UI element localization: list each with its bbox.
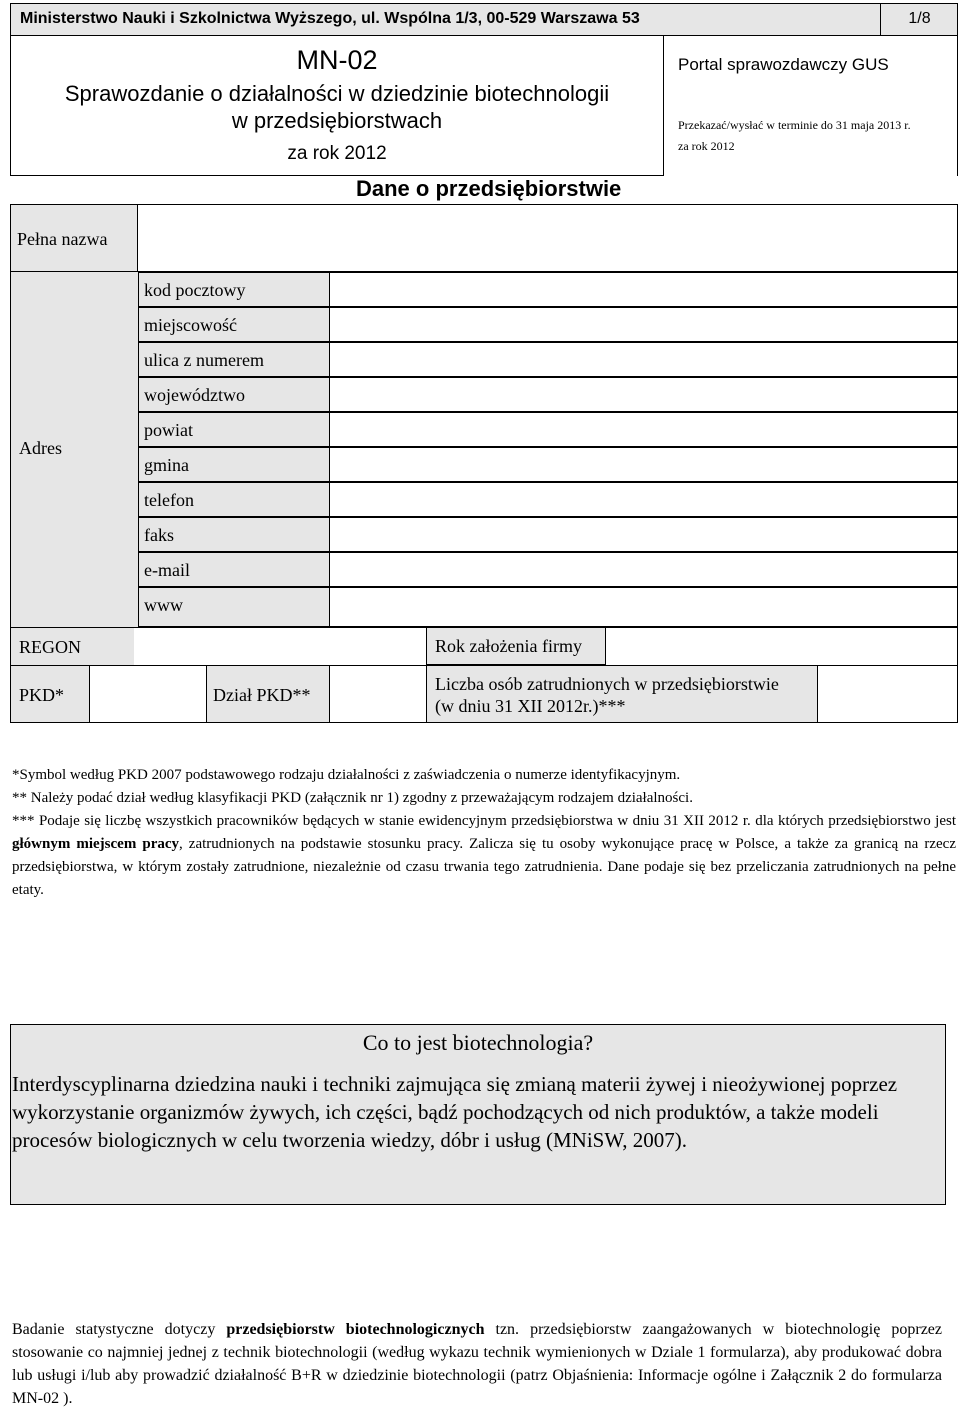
portal-name: Portal sprawozdawczy GUS bbox=[678, 55, 889, 74]
portal-deadline: Przekazać/wysłać w terminie do 31 maja 2013 r. bbox=[678, 118, 911, 132]
page-number: 1/8 bbox=[880, 3, 958, 36]
founding-year-label: Rok założenia firmy bbox=[426, 627, 606, 665]
portal-year: za rok 2012 bbox=[678, 139, 735, 153]
commune-label: gmina bbox=[138, 447, 330, 482]
footnote-division: ** Należy podać dział według klasyfikacji PKD (załącznik nr 1) zgodny z przeważającym rodzajem działalności. bbox=[12, 790, 693, 806]
form-title bbox=[10, 80, 664, 134]
fax-field[interactable] bbox=[330, 517, 958, 552]
voivodeship-field[interactable] bbox=[330, 377, 958, 412]
form-title-line1: Sprawozdanie o działalności w dziedzinie biotechnologii bbox=[64, 81, 610, 106]
county-field[interactable] bbox=[330, 412, 958, 447]
employees-label bbox=[426, 665, 818, 723]
footnote-pkd: *Symbol według PKD 2007 podstawowego rodzaju działalności z zaświadczenia o numerze identyfikacyjnym. bbox=[12, 767, 681, 783]
pkd-division-field[interactable] bbox=[330, 665, 426, 723]
footnote-employees-bold: głównym miejscem pracy bbox=[12, 836, 180, 852]
full-name-field[interactable] bbox=[138, 204, 958, 272]
survey-description bbox=[12, 1318, 942, 1410]
email-label: e-mail bbox=[138, 552, 330, 587]
form-year: za rok 2012 bbox=[287, 143, 387, 164]
form-code: MN-02 bbox=[296, 45, 378, 75]
survey-text-rest: tzn. przedsiębiorstw zaangażowanych w biotechnologię poprzez stosowanie co najmniej jednej z technik biotechnologii (według wykazu technik wymienionych w Dziale 1 formularza), aby produkować dobra lub usługi i/lub aby prowadzić działalność B+R w dziedzinie biotechnologii (patrz Objaśnienia: Informacje ogólne i Załącznik 2 do formularza MN-02 ). bbox=[12, 1321, 943, 1407]
section-title: Dane o przedsiębiorstwie bbox=[356, 176, 622, 201]
biotech-title: Co to jest biotechnologia? bbox=[362, 1030, 594, 1055]
street-label: ulica z numerem bbox=[138, 342, 330, 377]
employees-label-line2: (w dniu 31 XII 2012r.)*** bbox=[435, 696, 626, 716]
city-field[interactable] bbox=[330, 307, 958, 342]
pkd-field[interactable] bbox=[90, 665, 206, 723]
street-field[interactable] bbox=[330, 342, 958, 377]
county-label: powiat bbox=[138, 412, 330, 447]
footnote-employees bbox=[12, 810, 956, 902]
phone-label: telefon bbox=[138, 482, 330, 517]
voivodeship-label: województwo bbox=[138, 377, 330, 412]
commune-field[interactable] bbox=[330, 447, 958, 482]
full-name-label: Pełna nazwa bbox=[10, 204, 138, 272]
phone-field[interactable] bbox=[330, 482, 958, 517]
ministry-address: Ministerstwo Nauki i Szkolnictwa Wyższego, ul. Wspólna 1/3, 00-529 Warszawa 53 bbox=[20, 10, 640, 27]
city-label: miejscowość bbox=[138, 307, 330, 342]
www-field[interactable] bbox=[330, 587, 958, 627]
footnote-employees-text: *** Podaje się liczbę wszystkich pracowników będących w stanie ewidencyjnym przedsiębiorstwa w dniu 31 XII 2012 r. dla których przedsiębiorstwo jest bbox=[12, 813, 956, 829]
biotech-definition: Interdyscyplinarna dziedzina nauki i techniki zajmująca się zmianą materii żywej i nieożywionej poprzez wykorzystanie organizmów żywych, ich części, bądź pochodzących od nich produktów, a także modeli procesów biologicznych w celu tworzenia wiedzy, dóbr i usług (MNiSW, 2007). bbox=[12, 1072, 898, 1152]
postal-code-label: kod pocztowy bbox=[138, 272, 330, 307]
pkd-label: PKD* bbox=[10, 665, 90, 723]
founding-year-field[interactable] bbox=[606, 627, 958, 665]
regon-label: REGON bbox=[10, 627, 134, 665]
form-title-line2: w przedsiębiorstwach bbox=[231, 108, 443, 133]
regon-field[interactable] bbox=[134, 627, 426, 665]
address-label: Adres bbox=[10, 272, 138, 627]
survey-text-start: Badanie statystyczne dotyczy bbox=[12, 1321, 227, 1338]
email-field[interactable] bbox=[330, 552, 958, 587]
pkd-division-label: Dział PKD** bbox=[206, 665, 330, 723]
footnotes bbox=[12, 764, 956, 902]
postal-code-field[interactable] bbox=[330, 272, 958, 307]
employees-label-line1: Liczba osób zatrudnionych w przedsiębiorstwie bbox=[435, 674, 779, 694]
fax-label: faks bbox=[138, 517, 330, 552]
www-label: www bbox=[138, 587, 330, 627]
survey-text-bold: przedsiębiorstw biotechnologicznych bbox=[226, 1321, 485, 1338]
employees-field[interactable] bbox=[818, 665, 958, 723]
footnote-employees-rest: , zatrudnionych na podstawie stosunku pracy. Zalicza się tu osoby wykonujące pracę w Polsce, a także za granicą na rzecz przedsiębiorstwa, w którym zostały zatrudnione, niezależnie od czasu trwania tego zatrudnienia. Dane podaje się bez przeliczania zatrudnionych na pełne etaty. bbox=[12, 836, 956, 898]
